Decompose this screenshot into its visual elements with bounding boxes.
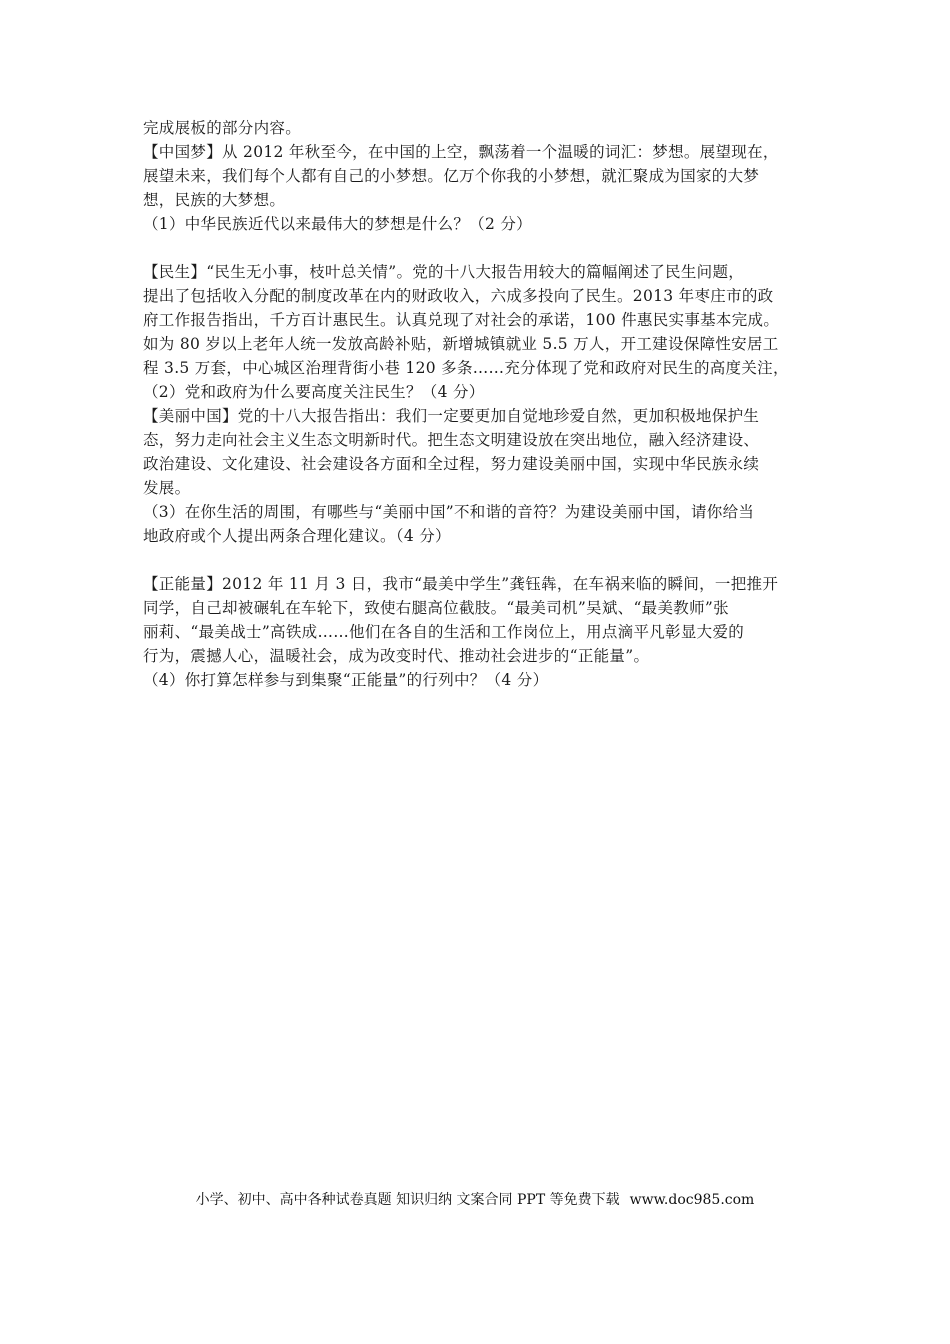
- question-4: （4）你打算怎样参与到集聚“正能量”的行列中？（4 分）: [143, 671, 549, 689]
- question-1: （1）中华民族近代以来最伟大的梦想是什么？（2 分）: [143, 215, 532, 233]
- blank-line: [143, 236, 823, 260]
- text-line: 发展。: [143, 479, 191, 497]
- text-line: 态，努力走向社会主义生态文明新时代。把生态文明建设放在突出地位，融入经济建设、: [143, 431, 760, 449]
- blank-line: [143, 548, 823, 572]
- text-line: 丽莉、“最美战士”高铁成……他们在各自的生活和工作岗位上，用点滴平凡彰显大爱的: [143, 623, 745, 641]
- text-line: 【中国梦】从 2012 年秋至今，在中国的上空，飘荡着一个温暖的词汇：梦想。展望现在，: [143, 143, 779, 161]
- question-3-cont: 地政府或个人提出两条合理化建议。（4 分）: [143, 527, 451, 545]
- text-line: 展望未来，我们每个人都有自己的小梦想。亿万个你我的小梦想，就汇聚成为国家的大梦: [143, 167, 760, 185]
- footer-text: 小学、初中、高中各种试卷真题 知识归纳 文案合同 PPT 等免费下载: [195, 1192, 620, 1208]
- question-2: （2）党和政府为什么要高度关注民生？（4 分）: [143, 383, 485, 401]
- question-3: （3）在你生活的周围，有哪些与“美丽中国”不和谐的音符？为建设美丽中国，请你给当: [143, 503, 755, 521]
- footer-url[interactable]: www.doc985.com: [629, 1192, 755, 1208]
- page-footer: [0, 1190, 950, 1210]
- text-line: 如为 80 岁以上老年人统一发放高龄补贴，新增城镇就业 5.5 万人，开工建设保障性安居工: [143, 335, 779, 353]
- text-line: 程 3.5 万套，中心城区治理背街小巷 120 多条……充分体现了党和政府对民生的高度关注，: [143, 359, 789, 377]
- text-line: 想，民族的大梦想。: [143, 191, 286, 209]
- document-body: [143, 116, 823, 692]
- text-line: 政治建设、文化建设、社会建设各方面和全过程，努力建设美丽中国，实现中华民族永续: [143, 455, 760, 473]
- text-line: 行为，震撼人心，温暖社会，成为改变时代、推动社会进步的“正能量”。: [143, 647, 650, 665]
- text-line: 【民生】“民生无小事，枝叶总关情”。党的十八大报告用较大的篇幅阐述了民生问题，: [143, 263, 745, 281]
- text-line: 提出了包括收入分配的制度改革在内的财政收入，六成多投向了民生。2013 年枣庄市的政: [143, 287, 774, 305]
- text-line: 完成展板的部分内容。: [143, 119, 302, 137]
- text-line: 同学，自己却被碾轧在车轮下，致使右腿高位截肢。“最美司机”吴斌、“最美教师”张: [143, 599, 729, 617]
- text-line: 府工作报告指出，千方百计惠民生。认真兑现了对社会的承诺，100 件惠民实事基本完成。: [143, 311, 780, 329]
- text-line: 【正能量】2012 年 11 月 3 日，我市“最美中学生”龚钰犇，在车祸来临的瞬间，一把推开: [143, 575, 779, 593]
- text-line: 【美丽中国】党的十八大报告指出：我们一定要更加自觉地珍爱自然，更加积极地保护生: [143, 407, 760, 425]
